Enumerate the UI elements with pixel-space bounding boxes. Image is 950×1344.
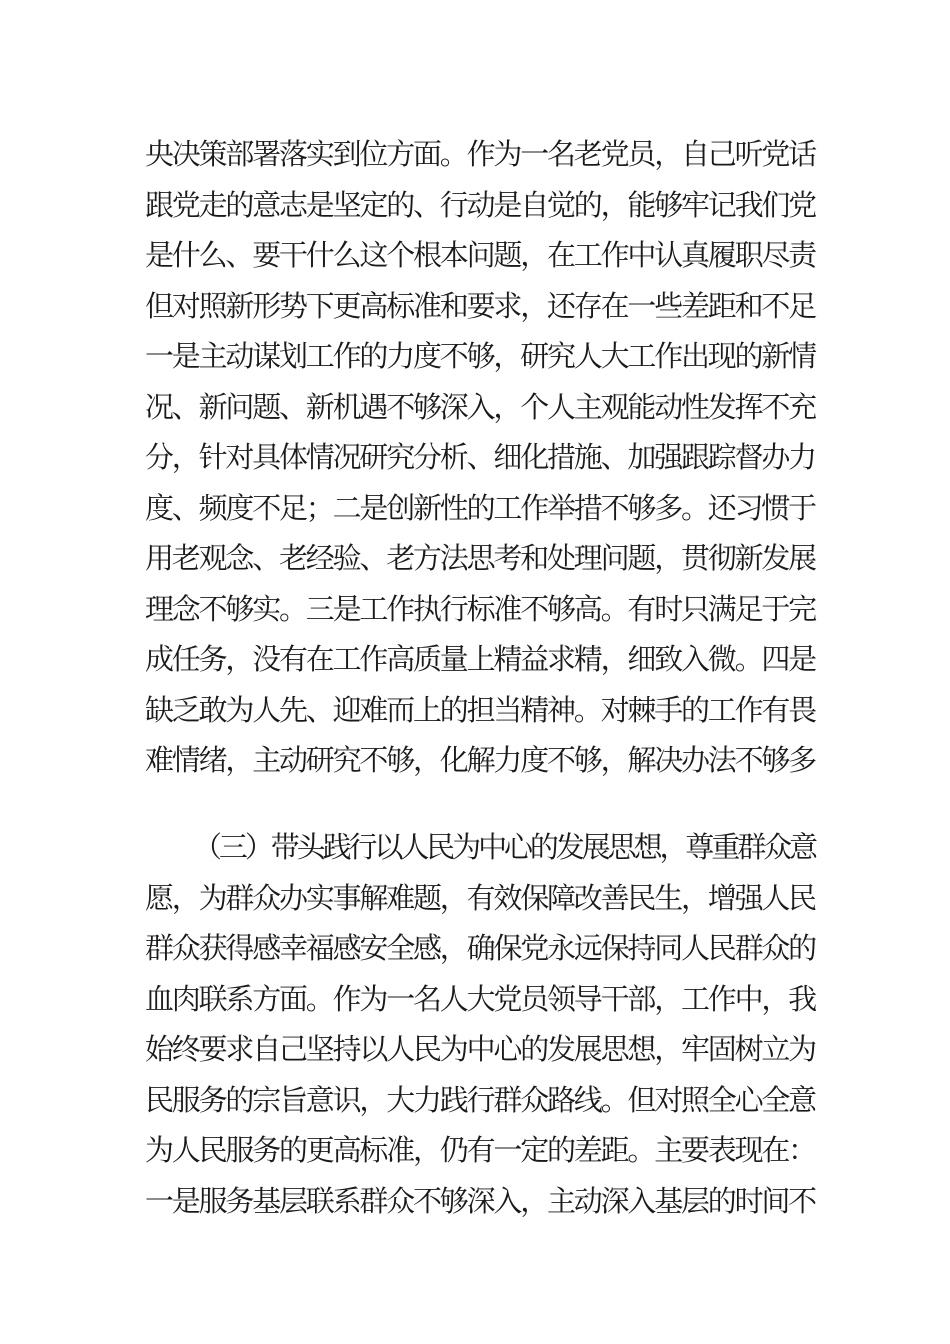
text-line: 央决策部署落实到位方面。作为一名老党员，自己听党话 (145, 137, 815, 171)
text-line: 难情绪，主动研究不够，化解力度不够，解决办法不够多 (145, 743, 815, 777)
text-line: 成任务，没有在工作高质量上精益求精，细致入微。四是 (145, 642, 815, 676)
paragraph-section-three (145, 822, 815, 1226)
text-line: 群众获得感幸福感安全感，确保党永远保持同人民群众的 (145, 931, 815, 965)
text-line: 跟党走的意志是坚定的、行动是自觉的，能够牢记我们党 (145, 187, 815, 222)
text-line: 是什么、要干什么这个根本问题，在工作中认真履职尽责 (145, 238, 815, 272)
text-line: 用老观念、老经验、老方法思考和处理问题，贯彻新发展 (145, 541, 815, 575)
text-line: 况、新问题、新机遇不够深入，个人主观能动性发挥不充 (145, 389, 815, 424)
text-line: 为人民服务的更高标准，仍有一定的差距。主要表现在： (145, 1133, 815, 1167)
text-line: 理念不够实。三是工作执行标准不够高。有时只满足于完 (145, 591, 815, 626)
text-line: 度、频度不足；二是创新性的工作举措不够多。还习惯于 (145, 490, 815, 525)
text-line: 民服务的宗旨意识，大力践行群众路线。但对照全心全意 (145, 1082, 815, 1117)
text-line: 但对照新形势下更高标准和要求，还存在一些差距和不足 (145, 288, 815, 323)
text-line: 一是服务基层联系群众不够深入，主动深入基层的时间不 (145, 1183, 815, 1218)
text-line: 血肉联系方面。作为一名人大党员领导干部，工作中，我 (145, 981, 815, 1016)
text-line: 愿，为群众办实事解难题，有效保障改善民生，增强人民 (145, 880, 815, 915)
paragraph-section-two-continued (145, 129, 815, 786)
text-line-indented: （三）带头践行以人民为中心的发展思想，尊重群众意 (193, 830, 815, 864)
text-line: 一是主动谋划工作的力度不够，研究人大工作出现的新情 (145, 339, 815, 373)
text-line: 分，针对具体情况研究分析、细化措施、加强跟踪督办力 (145, 440, 815, 474)
text-line: 始终要求自己坚持以人民为中心的发展思想，牢固树立为 (145, 1032, 815, 1066)
text-line: 缺乏敢为人先、迎难而上的担当精神。对棘手的工作有畏 (145, 692, 815, 727)
